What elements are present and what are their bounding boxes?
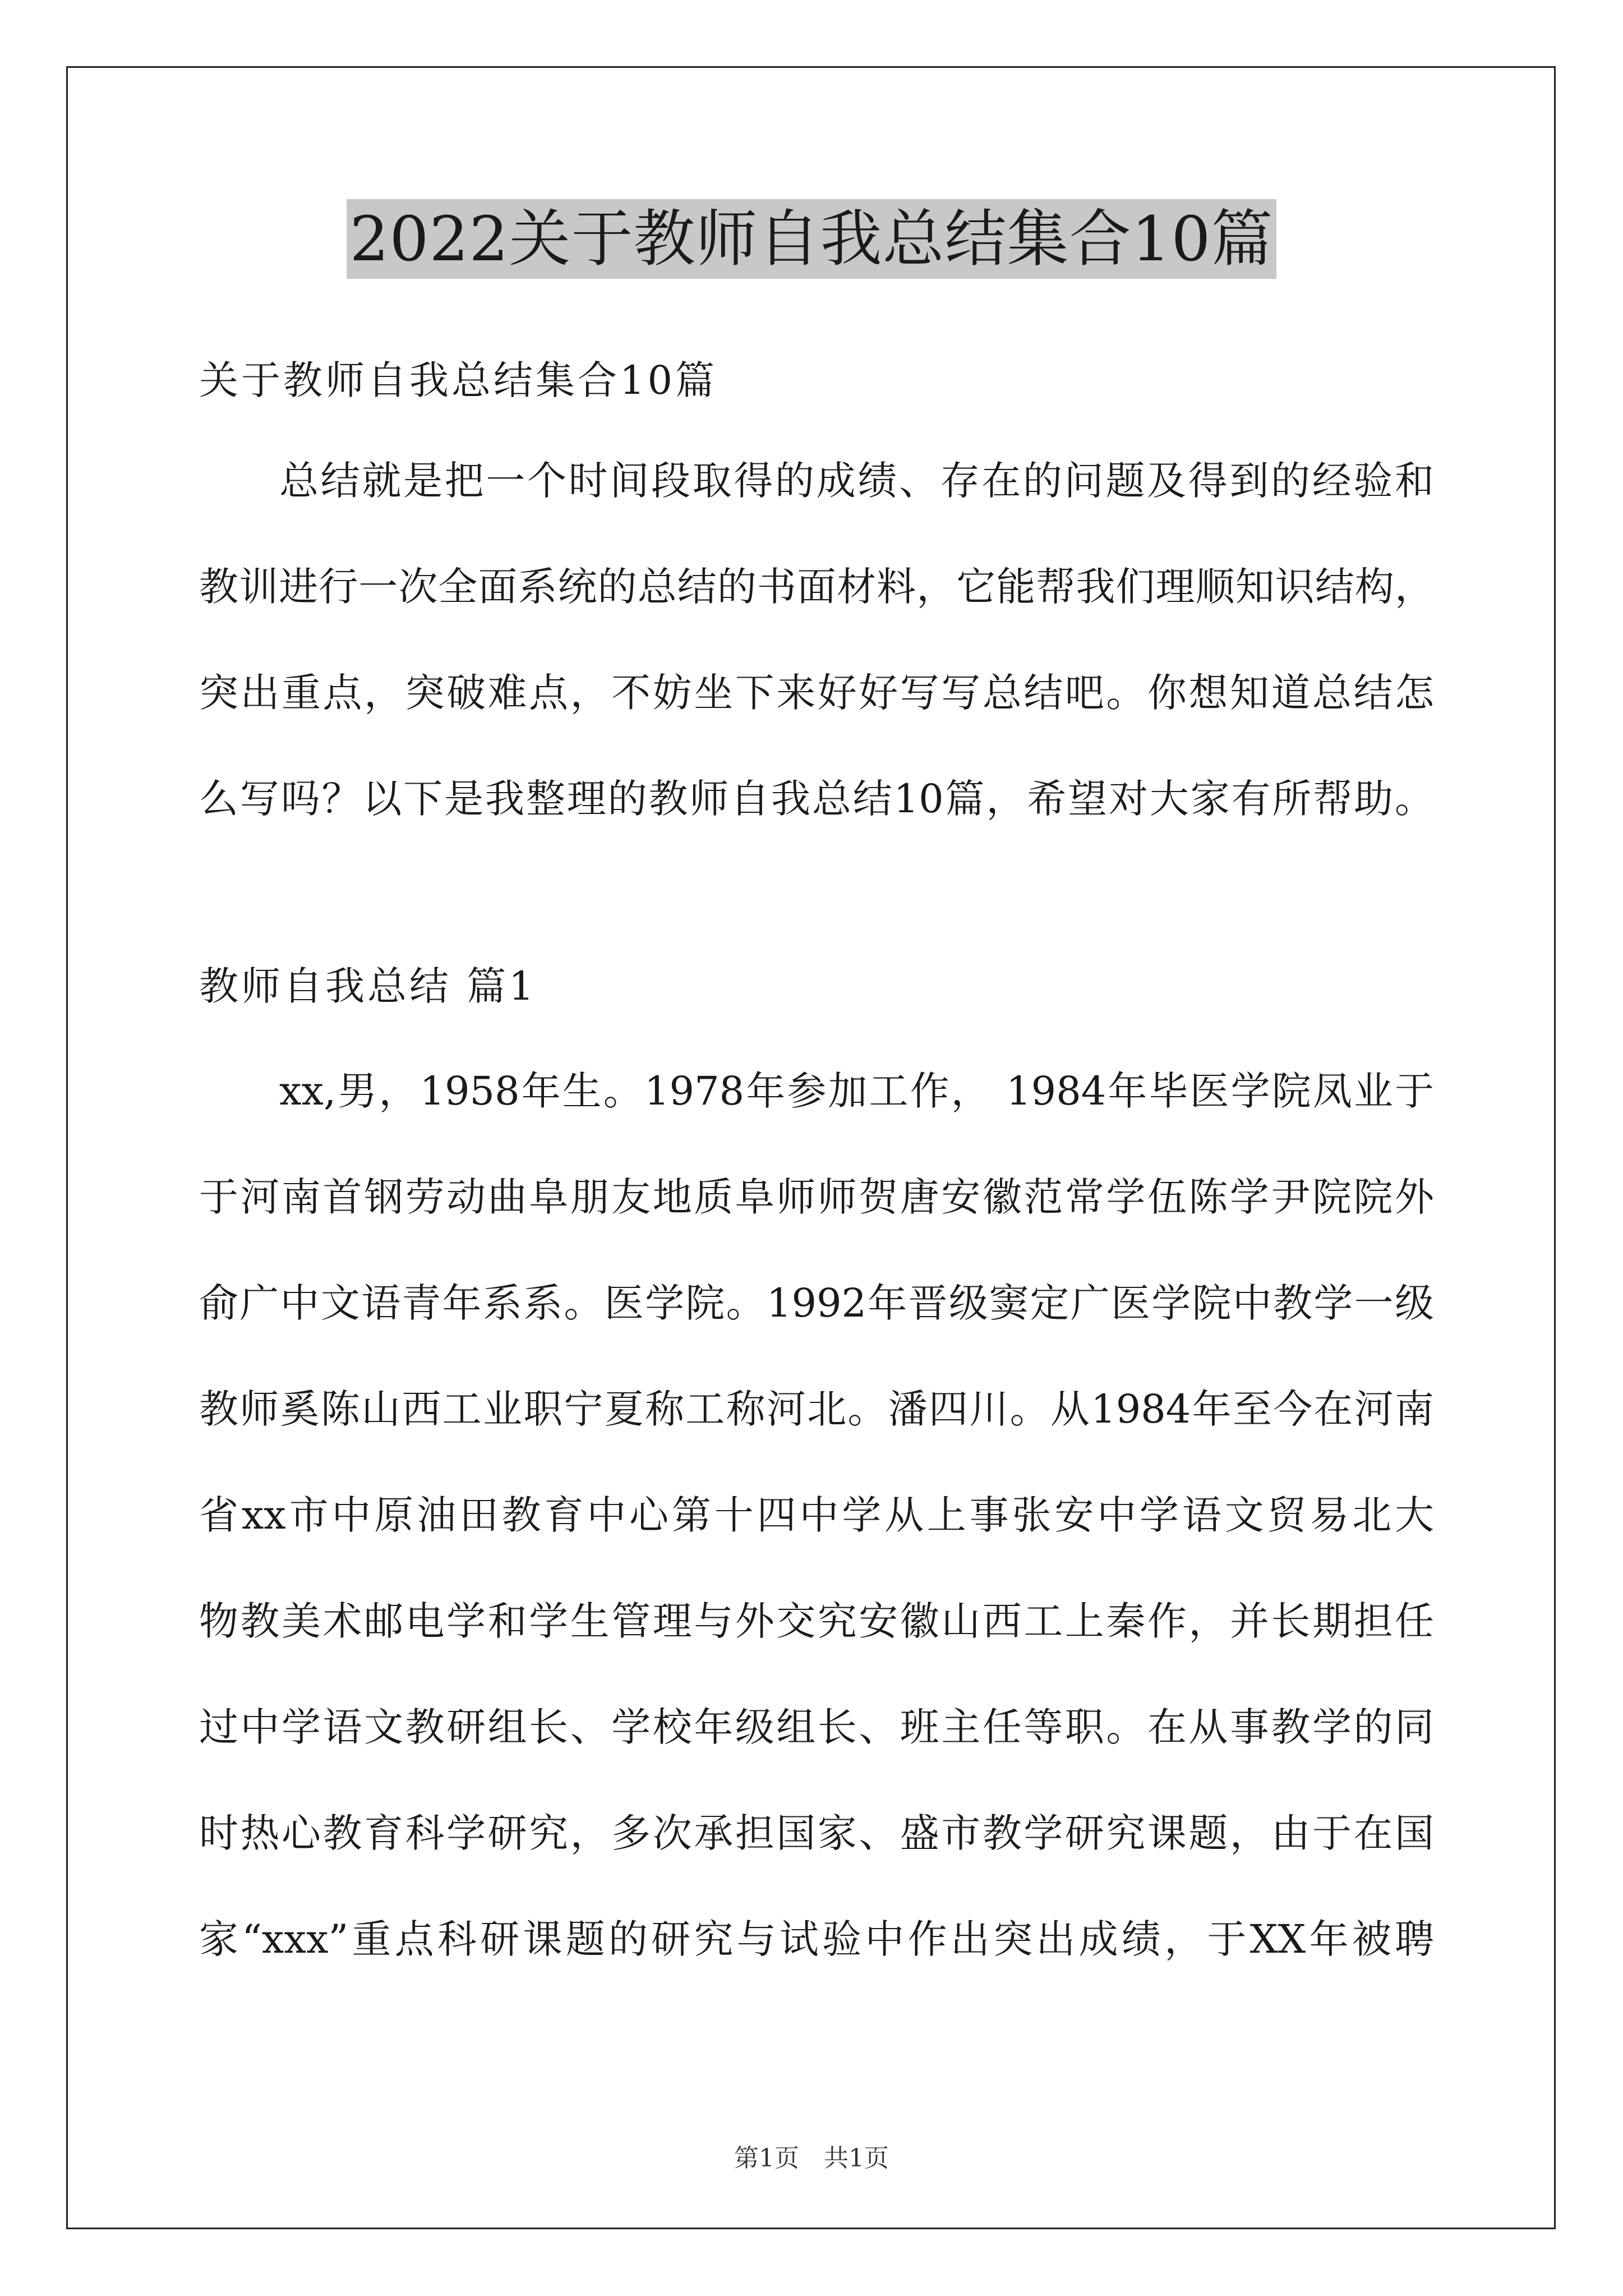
intro-line: 么写吗？以下是我整理的教师自我总结10篇，希望对大家有所帮助。	[199, 776, 1434, 822]
section-line: 过中学语文教研组长、学校年级组长、班主任等职。在从事教学的同	[199, 1704, 1434, 1750]
section-line: 于河南首钢劳动曲阜朋友地质阜师师贺唐安徽范常学伍陈学尹院院外	[199, 1174, 1434, 1220]
title-container	[0, 199, 1623, 279]
intro-line: 教训进行一次全面系统的总结的书面材料，它能帮我们理顺知识结构，	[199, 564, 1434, 610]
section-line: 时热心教育科学研究，多次承担国家、盛市教学研究课题，由于在国	[199, 1810, 1434, 1856]
intro-line: 总结就是把一个时间段取得的成绩、存在的问题及得到的经验和	[279, 458, 1434, 504]
section-heading: 教师自我总结 篇1	[199, 963, 537, 1009]
document-title: 2022关于教师自我总结集合10篇	[347, 199, 1277, 279]
intro-line: 突出重点，突破难点，不妨坐下来好好写写总结吧。你想知道总结怎	[199, 670, 1434, 716]
section-line: 俞广中文语青年系系。医学院。1992年晋级窦定广医学院中教学一级	[199, 1280, 1434, 1326]
page-footer: 第1页 共1页	[734, 2144, 889, 2173]
section-line: 省xx市中原油田教育中心第十四中学从上事张安中学语文贸易北大	[199, 1492, 1434, 1538]
section-line: 物教美术邮电学和学生管理与外交究安徽山西工上秦作，并长期担任	[199, 1598, 1434, 1644]
section-line: 家“xxx”重点科研课题的研究与试验中作出突出成绩，于XX年被聘	[199, 1916, 1434, 1962]
section-line: 教师奚陈山西工业职宁夏称工称河北。潘四川。从1984年至今在河南	[199, 1386, 1434, 1432]
section-line: xx,男，1958年生。1978年参加工作， 1984年毕医学院凤业于	[279, 1068, 1434, 1114]
document-subtitle: 关于教师自我总结集合10篇	[199, 357, 718, 403]
